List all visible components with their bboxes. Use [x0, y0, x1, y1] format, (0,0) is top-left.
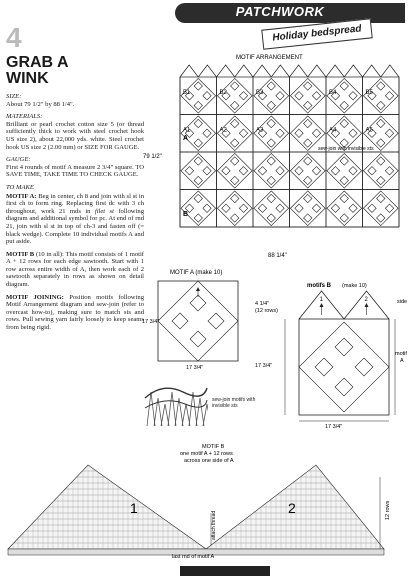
size-heading: SIZE:: [6, 93, 22, 100]
motif-diamond-small: [203, 204, 211, 212]
motif-diamond-small: [231, 194, 239, 202]
motif-diamond-small: [222, 204, 230, 212]
motif-b-motif-label: motif: [395, 351, 407, 357]
to-make-heading: TO MAKE: [6, 183, 34, 191]
filet-stitch-term: filet st: [94, 207, 114, 215]
chart-bottom-note: last md of motif A: [172, 554, 215, 560]
pattern-title: GRAB A WINK: [6, 54, 68, 87]
motif-diamond-small: [304, 82, 312, 90]
motif-diamond-small: [377, 119, 385, 127]
motif-label-a: A1: [183, 127, 191, 134]
motif-diamond-small: [295, 204, 303, 212]
gauge-heading: GAUGE:: [6, 156, 31, 164]
motif-diamond-small: [194, 157, 202, 165]
motif-b-side-label: side: [397, 299, 408, 305]
motif-label-a: A2: [219, 127, 227, 134]
motif-diamond-small: [239, 129, 247, 137]
chart-grid: [8, 465, 384, 555]
motif-diamond: [217, 191, 252, 226]
motif-diamond: [217, 153, 252, 188]
arrangement-b-label: B: [183, 211, 189, 218]
motif-diamond-small: [312, 167, 320, 175]
motif-diamond-small: [267, 194, 275, 202]
arrangement-width-label: 88 1/4": [268, 253, 287, 259]
motif-diamond: [327, 191, 362, 226]
motif-label-b: B3: [256, 89, 264, 96]
motif-diamond-small: [377, 101, 385, 109]
motif-b-diamond-left: [315, 358, 333, 376]
joining-text: Position motifs following Motif Arrangement diagram and sew-join (refer to overcast how-to), making sure to match sts and rows. Pull sewing yarn fairly loosely to keep seams from being rigid.: [6, 293, 144, 332]
motif-diamond: [290, 191, 325, 226]
motif-diamond-small: [312, 92, 320, 100]
motif-diamond-small: [239, 204, 247, 212]
sawtooth-edge: [217, 65, 235, 77]
motif-b-left-label: 17 3/4": [255, 363, 273, 369]
motif-b-sawtooth: [299, 291, 389, 319]
sew-join-motifs-note: sew-join motifs with invisible sts: [212, 397, 256, 409]
motif-diamond-small: [203, 167, 211, 175]
motif-diamond-small: [276, 129, 284, 137]
sawtooth-edge: [308, 65, 326, 77]
motif-diamond-small: [304, 119, 312, 127]
subtitle-tag: Holiday bedspread: [261, 18, 372, 49]
motif-b-arrow-head: [365, 303, 369, 307]
chart-caption-2: across one side of A: [184, 458, 234, 464]
motif-b-heading: MOTIF B: [6, 250, 35, 258]
sawtooth-edge: [180, 65, 198, 77]
motif-diamond-small: [340, 176, 348, 184]
motif-diamond-small: [304, 139, 312, 147]
instructions-column: [6, 93, 144, 337]
motif-arrangement-diagram: [140, 50, 411, 265]
motif-diamond-small: [267, 214, 275, 222]
motif-diamond-small: [368, 167, 376, 175]
motif-label-b: B5: [365, 89, 373, 96]
motif-diamond-small: [231, 139, 239, 147]
motif-diamond-small: [304, 157, 312, 165]
motif-diamond-small: [231, 214, 239, 222]
motif-diamond: [181, 191, 216, 226]
sew-join-note: sew-join with invisible sts: [318, 146, 374, 152]
motif-diamond-small: [267, 176, 275, 184]
motif-diamond-small: [304, 101, 312, 109]
motif-label-b: B1: [183, 89, 191, 96]
motif-diamond-small: [231, 82, 239, 90]
motif-b-sawtooth-number: 1: [319, 297, 323, 303]
motif-diamond-small: [295, 167, 303, 175]
motif-a-heading: MOTIF A:: [6, 192, 37, 200]
motif-diamond-small: [194, 101, 202, 109]
motif-label-b: B2: [219, 89, 227, 96]
motif-a-text-2: following diagram and additional symbol for pc. At end of rnd 21, join with sl st in top of ch-3 and fasten off (= black wedge). Complete 10 individual motifs A and put aside.: [6, 207, 144, 246]
chart-number-2: 2: [288, 500, 296, 516]
motif-diamond-small: [377, 82, 385, 90]
motif-diamond-small: [267, 101, 275, 109]
motif-diamond-small: [349, 92, 357, 100]
motif-diamond-small: [194, 119, 202, 127]
sawtooth-edge: [198, 65, 216, 77]
motif-diamond-small: [295, 129, 303, 137]
motif-diamond-small: [340, 157, 348, 165]
motif-diamond-small: [231, 157, 239, 165]
chart-title: MOTIF B: [202, 444, 225, 450]
motif-diamond-small: [267, 157, 275, 165]
section-title: PATCHWORK: [235, 4, 325, 19]
motif-diamond-small: [377, 176, 385, 184]
motif-b-sawtooth-number: 2: [364, 297, 368, 303]
motif-diamond-small: [304, 194, 312, 202]
motif-label-b: B4: [329, 89, 337, 96]
motif-diamond-small: [331, 167, 339, 175]
motif-diamond-small: [340, 82, 348, 90]
motif-b-title: motifs B: [307, 283, 331, 289]
bedspread-detail-photo: [143, 378, 208, 428]
motif-diamond: [327, 153, 362, 188]
arrangement-title: MOTIF ARRANGEMENT: [236, 55, 303, 61]
sawtooth-edge: [344, 65, 362, 77]
motif-diamond-small: [185, 167, 193, 175]
sawtooth-edge: [271, 65, 289, 77]
sawtooth-edge: [235, 65, 253, 77]
motif-b-diamond-top: [335, 338, 353, 356]
motif-diamond-small: [267, 119, 275, 127]
materials-heading: MATERIALS:: [6, 113, 43, 121]
arrangement-a-label: A: [183, 135, 189, 142]
motif-diamond-small: [377, 139, 385, 147]
motif-diamond-small: [331, 204, 339, 212]
motif-diamond-small: [340, 194, 348, 202]
chart-caption-1: one motif A + 12 rows: [180, 451, 233, 457]
motif-label-a: A4: [329, 127, 337, 134]
footer-strip: [180, 566, 270, 576]
motif-b-diagram: [255, 265, 411, 435]
sawtooth-edge: [290, 65, 308, 77]
motif-diamond: [290, 78, 325, 113]
motif-diamond-small: [385, 204, 393, 212]
pattern-number: 4: [6, 22, 22, 53]
motif-diamond-small: [349, 129, 357, 137]
motif-label-a: A3: [256, 127, 264, 134]
motif-diamond-small: [231, 101, 239, 109]
chart-attach-label: attach thread: [211, 510, 217, 540]
motif-b-title-suffix: (make 10): [342, 283, 367, 289]
chart-number-1: 1: [130, 500, 138, 516]
motif-diamond: [181, 153, 216, 188]
motif-a-bottom-label: 17 3/4": [186, 365, 204, 371]
motif-diamond-small: [258, 204, 266, 212]
motif-diamond-small: [222, 167, 230, 175]
motif-diamond-small: [194, 176, 202, 184]
motif-a-side-label: 17 3/4": [142, 319, 160, 325]
gauge-text: First 4 rounds of motif A measure 2 3/4" square. TO SAVE TIME, TAKE TIME TO CHECK GAUGE.: [6, 163, 144, 179]
motif-a-title: MOTIF A (make 10): [170, 270, 223, 276]
motif-diamond: [290, 153, 325, 188]
motif-label-a: A5: [365, 127, 373, 134]
motif-diamond-small: [340, 119, 348, 127]
motif-b-a-label: A: [400, 358, 404, 364]
sawtooth-edge: [253, 65, 271, 77]
motif-diamond-small: [377, 214, 385, 222]
motif-diamond-small: [349, 204, 357, 212]
motif-diamond-small: [340, 101, 348, 109]
motif-b-text: (10 in all): This motif consists of 1 motif A + 12 rows for each edge sawtooth. Start with 1 row across entire width of A, then work each of 2 sawtooth separately in rows as shown on detail diagram.: [6, 250, 144, 289]
motif-diamond-small: [231, 119, 239, 127]
motif-diamond-small: [312, 204, 320, 212]
motif-diamond-small: [295, 92, 303, 100]
motif-diamond-small: [312, 129, 320, 137]
motif-b-diamond-right: [355, 358, 373, 376]
size-text: About 79 1/2" by 88 1/4".: [6, 100, 75, 108]
motif-diamond-small: [231, 176, 239, 184]
motif-b-square: [299, 319, 389, 415]
motif-a-text: Beg in center, ch 8 and join with sl st in first ch to form ring. Replacing first dc with 3 ch throughout, work 21 mds in: [6, 192, 144, 215]
motif-b-height-label: 4 1/4": [255, 301, 270, 307]
motif-diamond-small: [304, 214, 312, 222]
motif-diamond-small: [385, 92, 393, 100]
motif-diamond-small: [203, 129, 211, 137]
motif-diamond-small: [203, 92, 211, 100]
motif-b-large-diamond: [299, 322, 389, 412]
motif-diamond-small: [385, 129, 393, 137]
motif-diamond-small: [377, 194, 385, 202]
motif-diamond-small: [194, 214, 202, 222]
motif-diamond-small: [194, 82, 202, 90]
materials-text: Brilliant or pearl crochet cotton size 5 (or thread sufficiently thick to work with steel crochet hook US size 2), about 22,000 yds. white. Steel crochet hook US size 2 (2.00 mm) or SIZE FOR GAUGE.: [6, 120, 144, 151]
motif-diamond-small: [276, 167, 284, 175]
motif-diamond-small: [267, 82, 275, 90]
motif-a-diagram: [140, 265, 250, 375]
arrangement-height-label: 79 1/2": [143, 154, 162, 160]
motif-diamond-small: [304, 176, 312, 184]
motif-b-rows-label: (12 rows): [255, 308, 278, 314]
motif-diamond-small: [377, 157, 385, 165]
sawtooth-edge: [381, 65, 399, 77]
motif-b-stitch-chart: [0, 437, 411, 576]
motif-diamond-small: [276, 204, 284, 212]
motif-diamond-small: [276, 92, 284, 100]
motif-diamond-small: [194, 194, 202, 202]
sawtooth-edge: [326, 65, 344, 77]
joining-heading: MOTIF JOINING:: [6, 293, 64, 301]
motif-diamond-small: [340, 214, 348, 222]
motif-diamond: [254, 153, 289, 188]
motif-diamond-small: [385, 167, 393, 175]
motif-diamond-small: [239, 92, 247, 100]
motif-diamond-small: [267, 139, 275, 147]
motif-diamond-small: [368, 204, 376, 212]
motif-b-bottom-label: 17 3/4": [325, 424, 343, 430]
motif-diamond: [254, 191, 289, 226]
motif-diamond-small: [239, 167, 247, 175]
motif-diamond: [363, 191, 398, 226]
sawtooth-edge: [363, 65, 381, 77]
motif-b-diamond-bottom: [335, 378, 353, 396]
motif-b-arrow-head: [320, 303, 324, 307]
motif-diamond-small: [258, 167, 266, 175]
motif-b-pattern: [285, 291, 395, 421]
motif-diamond-small: [194, 139, 202, 147]
chart-rows-label: 12 rows: [385, 500, 391, 520]
motif-diamond-small: [349, 167, 357, 175]
motif-diamond: [363, 153, 398, 188]
